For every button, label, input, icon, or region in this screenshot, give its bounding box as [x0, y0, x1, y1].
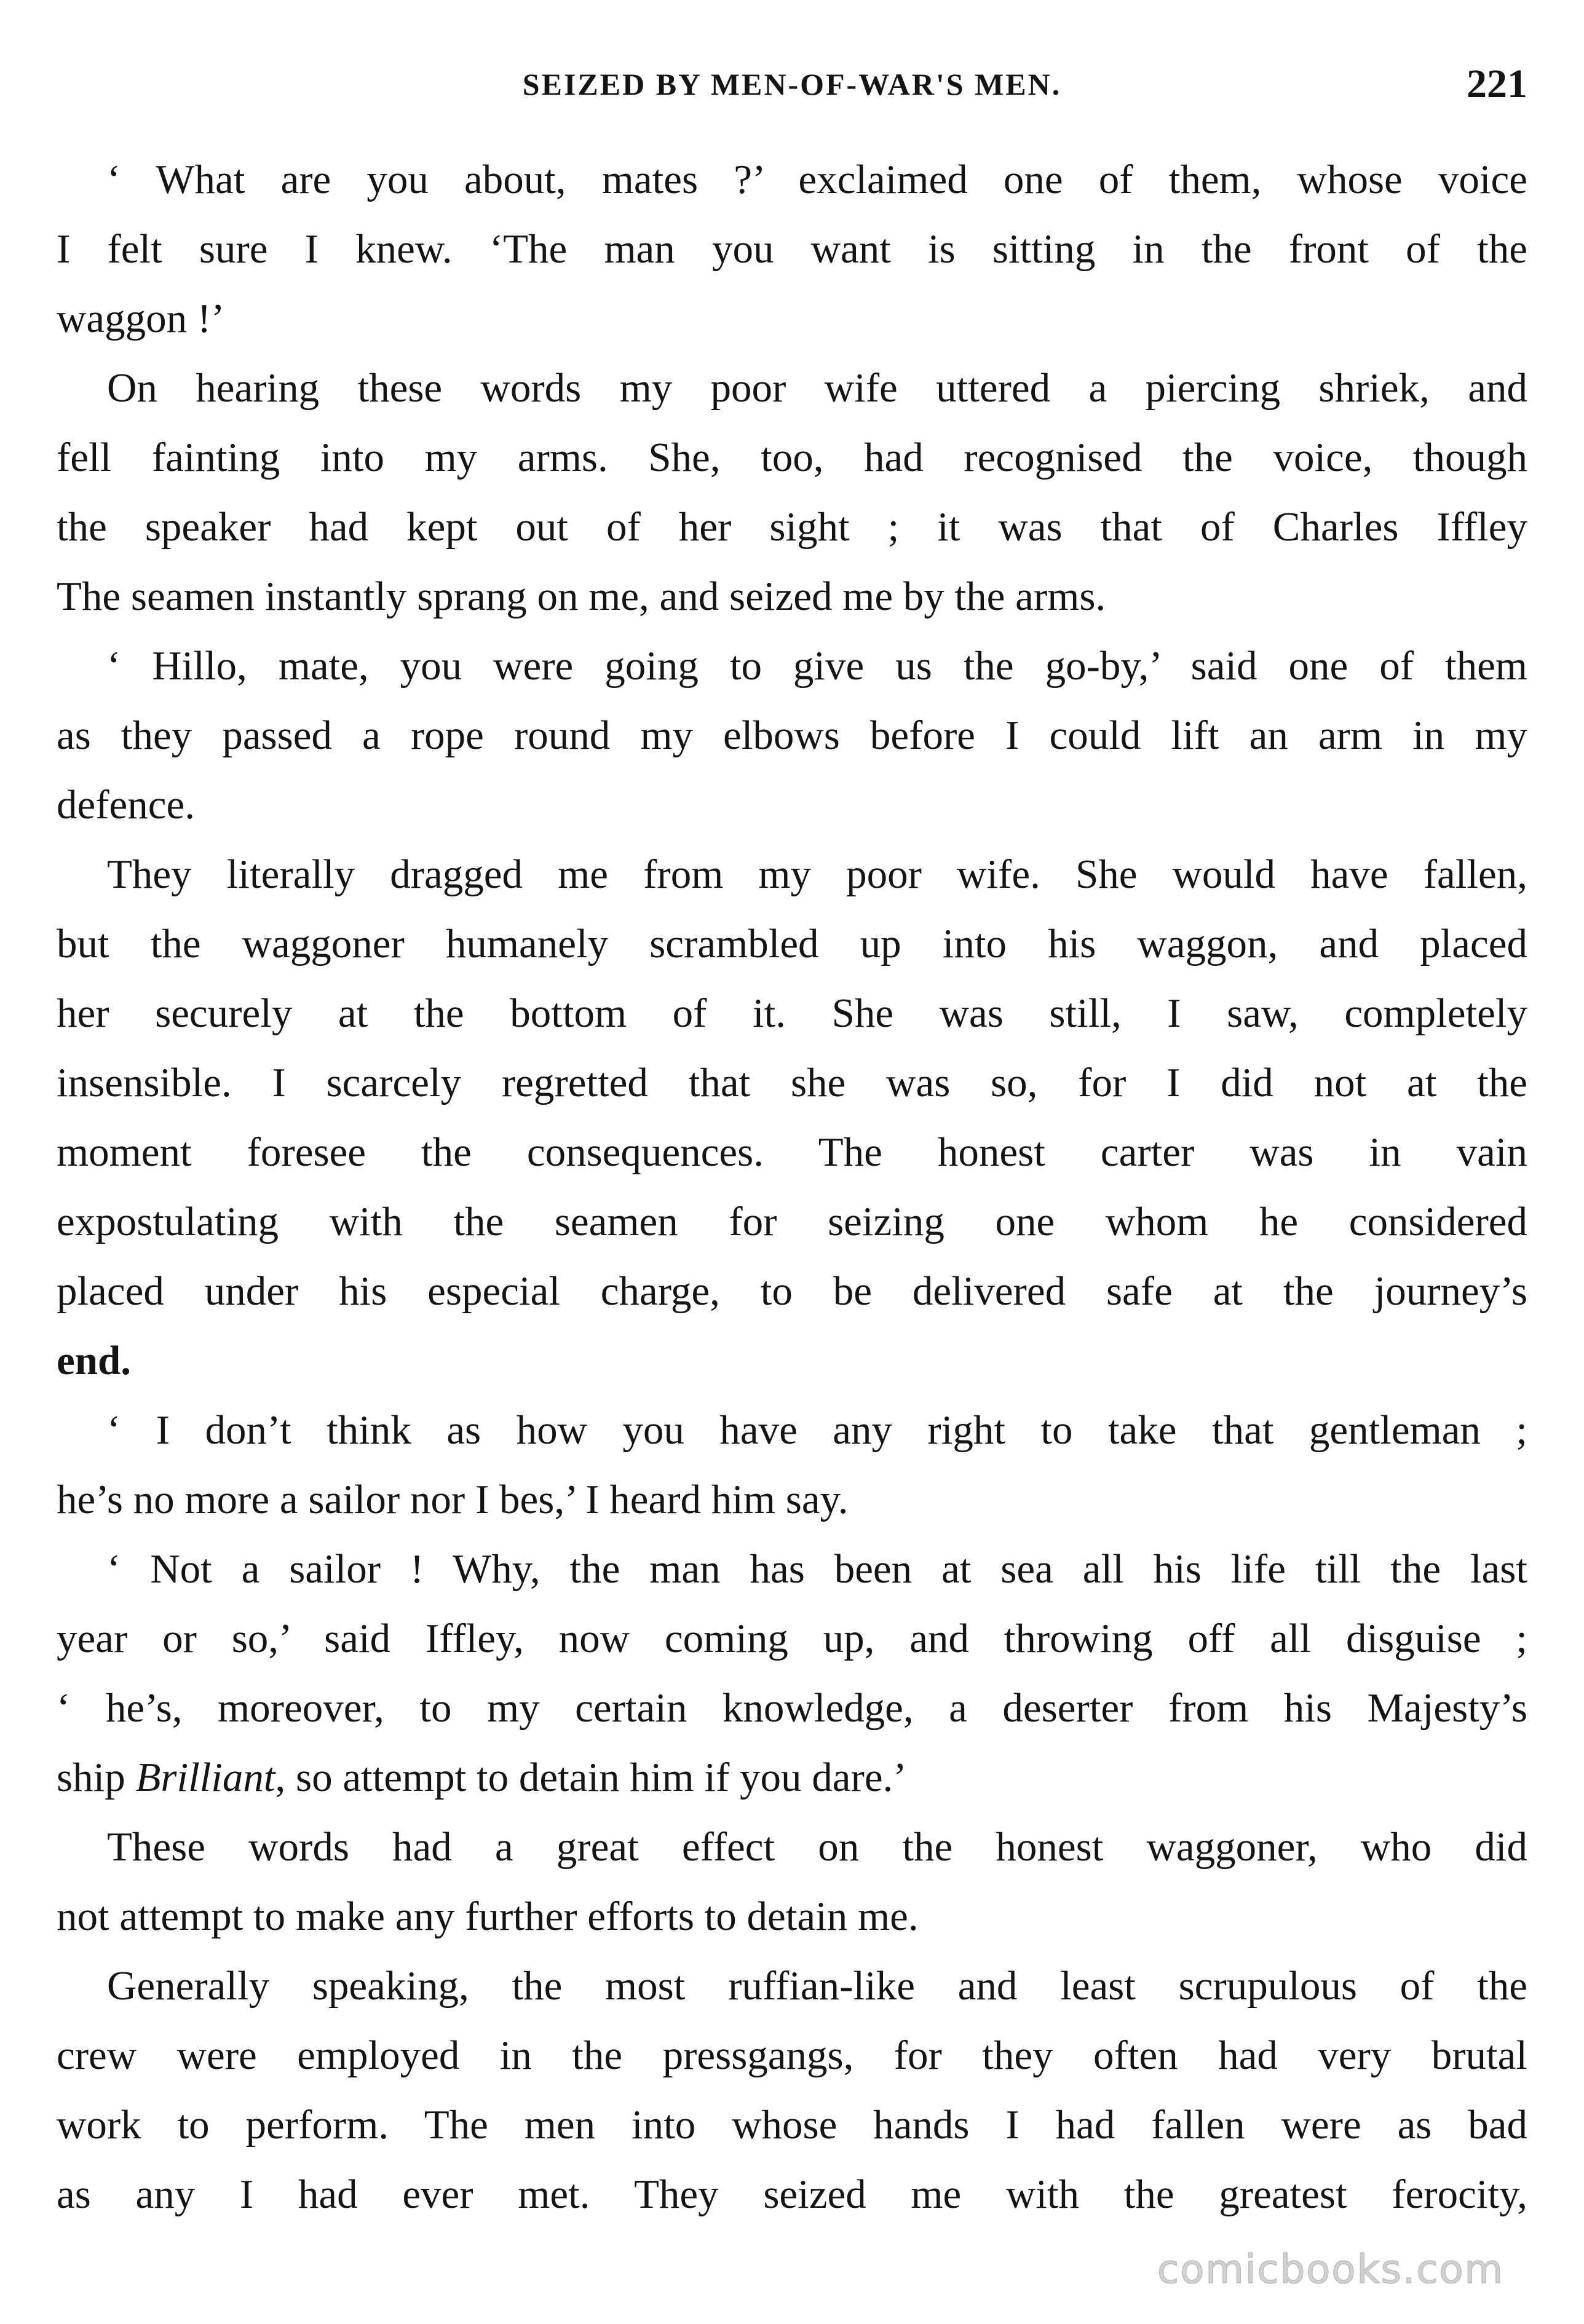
text-line: he’s no more a sailor nor I bes,’ I heard him say. — [57, 1477, 849, 1522]
text-line: waggon !’ — [57, 296, 225, 341]
text-line: I felt sure I knew. ‘The man you want is sitting in the front of the — [57, 226, 1527, 272]
text-line: These words had a great effect on the honest waggoner, who did — [107, 1824, 1527, 1870]
text-line: work to perform. The men into whose hands I had fallen were as bad — [57, 2102, 1527, 2148]
text-line: ‘ I don’t think as how you have any right to take that gentleman ; — [107, 1407, 1527, 1453]
body-text — [57, 145, 1527, 2229]
text-line: ‘ Hillo, mate, you were going to give us the go-by,’ said one of them — [107, 643, 1527, 689]
text-line: placed under his especial charge, to be delivered safe at the journey’s — [57, 1268, 1527, 1314]
paragraph — [57, 840, 1527, 1396]
text-line: On hearing these words my poor wife uttered a piercing shriek, and — [107, 365, 1527, 411]
text-line: her securely at the bottom of it. She was still, I saw, completely — [57, 990, 1527, 1036]
paragraph — [57, 1535, 1527, 1812]
running-head — [57, 57, 1527, 112]
text-line: year or so,’ said Iffley, now coming up, and throwing off all disguise ; — [57, 1616, 1527, 1661]
text-line: as they passed a rope round my elbows before I could lift an arm in my — [57, 713, 1527, 758]
text-line: not attempt to make any further efforts to detain me. — [57, 1894, 919, 1939]
running-title: SEIZED BY MEN-OF-WAR'S MEN. — [522, 67, 1062, 101]
page-number: 221 — [1467, 61, 1527, 106]
text-line: but the waggoner humanely scrambled up into his waggon, and placed — [57, 921, 1527, 966]
paragraph — [57, 145, 1527, 354]
text-line: ‘ Not a sailor ! Why, the man has been at sea all his life till the last — [107, 1546, 1527, 1592]
text-line: fell fainting into my arms. She, too, had recognised the voice, though — [57, 435, 1527, 480]
text-line: The seamen instantly sprang on me, and seized me by the arms. — [57, 574, 1106, 619]
ship-prefix: ship — [57, 1755, 136, 1800]
text-line: ‘ he’s, moreover, to my certain knowledge, a deserter from his Majesty’s — [57, 1685, 1527, 1731]
paragraph — [57, 1396, 1527, 1535]
text-line: moment foresee the consequences. The honest carter was in vain — [57, 1129, 1527, 1175]
text-line: expostulating with the seamen for seizing one whom he considered — [57, 1199, 1527, 1244]
text-line: end. — [57, 1338, 132, 1383]
text-line: defence. — [57, 782, 196, 828]
paragraph — [57, 1951, 1527, 2229]
text-line: ‘ What are you about, mates ?’ exclaimed one of them, whose voice — [107, 157, 1527, 202]
text-line: They literally dragged me from my poor wife. She would have fallen, — [107, 852, 1527, 897]
ship-suffix: , so attempt to detain him if you dare.’ — [275, 1755, 907, 1800]
ship-name: Brilliant — [135, 1755, 275, 1800]
paragraph — [57, 354, 1527, 631]
text-line: Generally speaking, the most ruffian-like and least scrupulous of the — [107, 1963, 1527, 2009]
text-line: the speaker had kept out of her sight ; it was that of Charles Iffley — [57, 504, 1527, 550]
paragraph — [57, 631, 1527, 840]
paragraph — [57, 1812, 1527, 1951]
text-line-ship — [57, 1743, 1527, 1812]
text-line: crew were employed in the pressgangs, for they often had very brutal — [57, 2033, 1527, 2078]
watermark: comicbooks.com — [1157, 2247, 1504, 2293]
text-line: insensible. I scarcely regretted that she was so, for I did not at the — [57, 1060, 1527, 1105]
text-line: as any I had ever met. They seized me with the greatest ferocity, — [57, 2172, 1527, 2217]
